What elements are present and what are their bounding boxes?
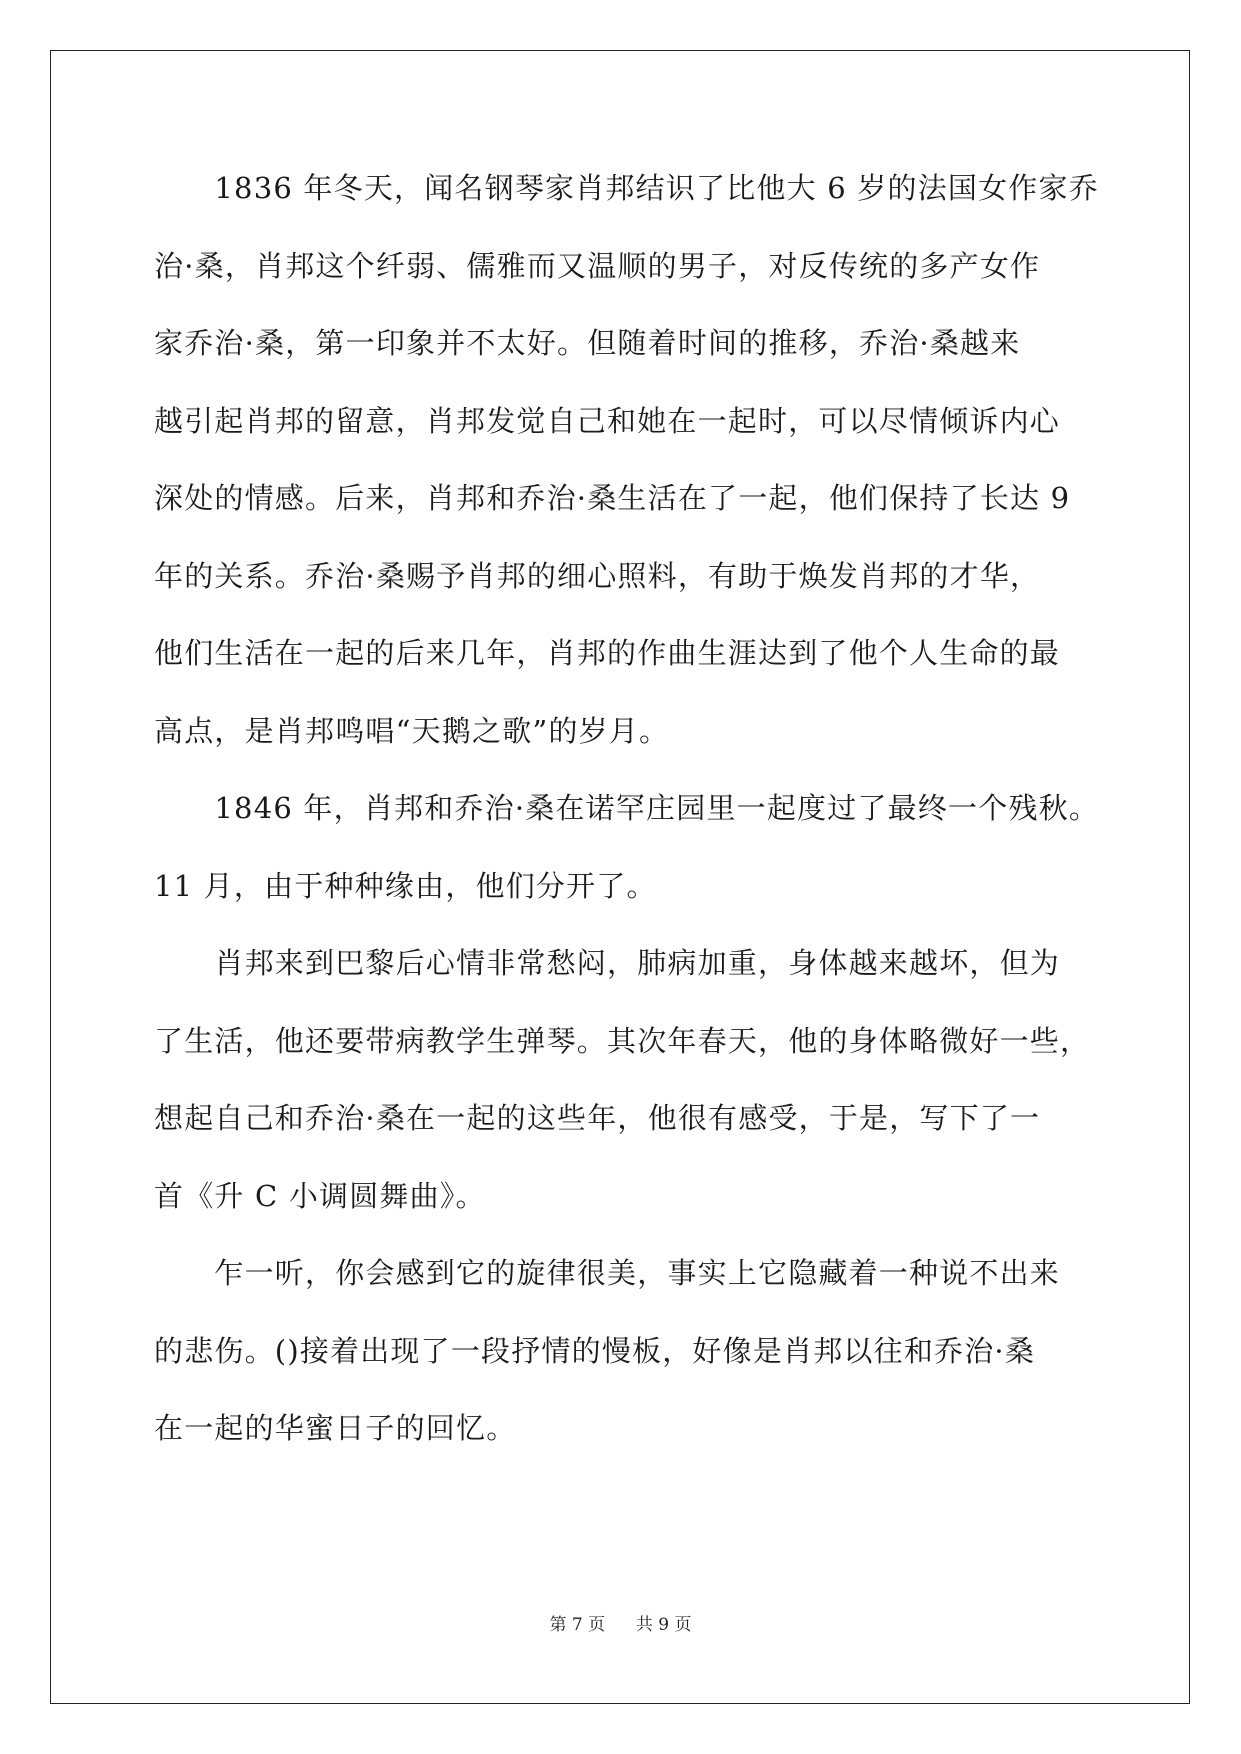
text-line: 治·桑，肖邦这个纤弱、儒雅而又温顺的男子，对反传统的多产女作	[154, 248, 1041, 283]
text-line: 的悲伤。()接着出现了一段抒情的慢板，好像是肖邦以往和乔治·桑	[154, 1333, 1036, 1368]
text-line: 想起自己和乔治·桑在一起的这些年，他很有感受，于是，写下了一	[154, 1101, 1041, 1135]
text-line: 11 月，由于种种缘由，他们分开了。	[154, 868, 657, 903]
text-line: 深处的情感。后来，肖邦和乔治·桑生活在了一起，他们保持了长达 9	[154, 481, 1071, 515]
text-line: 乍一听，你会感到它的旋律很美，事实上它隐藏着一种说不出来	[154, 1256, 1061, 1290]
text-line: 1836 年冬天，闻名钢琴家肖邦结识了比他大 6 岁的法国女作家乔	[154, 171, 1099, 205]
text-line: 了生活，他还要带病教学生弹琴。其次年春天，他的身体略微好一些，	[154, 1023, 1091, 1058]
text-line: 年的关系。乔治·桑赐予肖邦的细心照料，有助于焕发肖邦的才华，	[154, 558, 1041, 593]
text-line: 肖邦来到巴黎后心情非常愁闷，肺病加重，身体越来越坏，但为	[154, 946, 1061, 980]
document-body	[154, 150, 1099, 1468]
text-line: 家乔治·桑，第一印象并不太好。但随着时间的推移，乔治·桑越来	[154, 326, 1021, 360]
page-number-total: 共 9 页	[635, 1615, 692, 1635]
text-line: 高点，是肖邦鸣唱“天鹅之歌”的岁月。	[154, 713, 670, 748]
text-line: 他们生活在一起的后来几年，肖邦的作曲生涯达到了他个人生命的最	[154, 636, 1061, 670]
text-line: 1846 年，肖邦和乔治·桑在诺罕庄园里一起度过了最终一个残秋。	[154, 791, 1100, 825]
page-number-current: 第 7 页	[549, 1615, 606, 1635]
page-footer	[0, 1610, 1241, 1635]
text-line: 在一起的华蜜日子的回忆。	[154, 1411, 517, 1445]
text-line: 越引起肖邦的留意，肖邦发觉自己和她在一起时，可以尽情倾诉内心	[154, 403, 1061, 438]
text-line: 首《升 C 小调圆舞曲》。	[154, 1178, 486, 1213]
